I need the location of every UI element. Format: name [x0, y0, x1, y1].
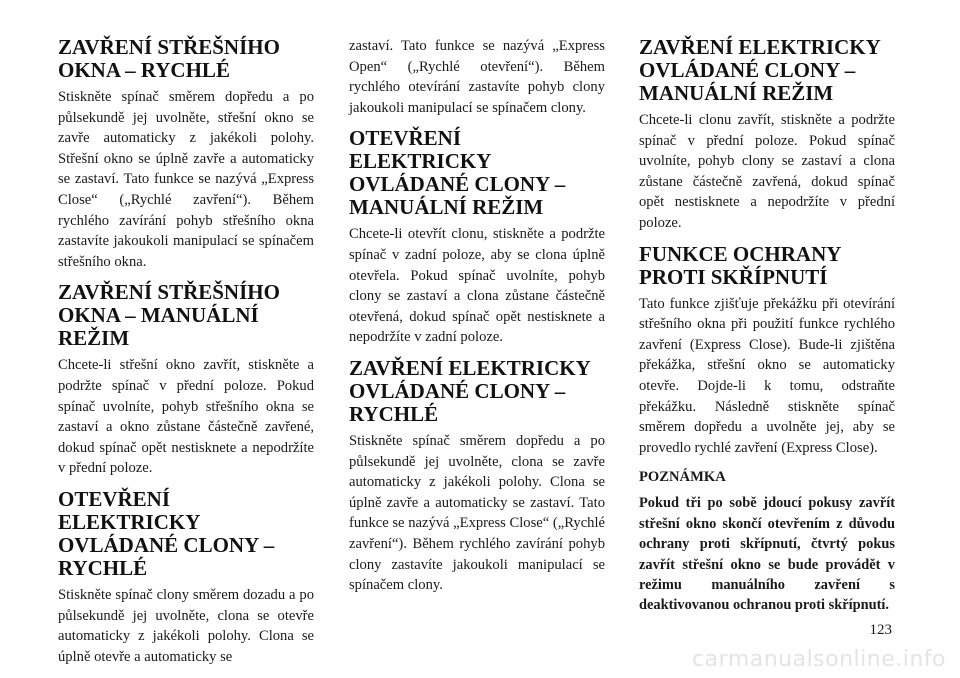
column-1	[58, 36, 314, 676]
section-text: Stiskněte spínač clony směrem dozadu a po půlsekundě jej uvolněte, clona se otevře automaticky z jakékoli polohy. Clona se úplně otevře a automaticky se	[58, 586, 314, 665]
heading-line: ZAVŘENÍ ELEKTRICKY	[349, 355, 591, 380]
heading-line: RYCHLÉ	[349, 401, 439, 426]
heading-line: REŽIM	[58, 326, 130, 351]
section-text: Chcete-li střešní okno zavřít, stiskněte a podržte spínač v přední poloze. Pokud spínač uvolníte, pohyb střešního okna se zastaví a okno zůstane částečně zavřené, dokud spínač opět nestisknete a nepodržíte v přední poloze.	[58, 357, 314, 477]
heading-line: MANUÁLNÍ REŽIM	[349, 195, 544, 220]
section	[58, 281, 314, 479]
section-heading	[58, 488, 314, 580]
section-text: Tato funkce zjišťuje překážku při otevírání střešního okna při použití funkce rychlého zavření (Express Close). Bude-li zjištěna překážka, střešní okno se automaticky otevře. Dojde-li k tomu, odstraňte překážku. Následně stiskněte spínač směrem dopředu a uvolněte jej, aby se provedlo rychlé zavření (Express Close).	[639, 295, 895, 456]
heading-line: ZAVŘENÍ STŘEŠNÍHO	[58, 280, 280, 305]
section-heading	[349, 127, 605, 219]
section	[349, 36, 605, 118]
section-heading	[639, 36, 895, 105]
section	[349, 357, 605, 596]
heading-line: OVLÁDANÉ CLONY –	[58, 532, 275, 557]
section-text: Chcete-li clonu zavřít, stiskněte a podržte spínač v přední poloze. Pokud spínač uvolníte, pohyb clony se zastaví a clona zůstane částečně zavřená, dokud spínač opět nestisknete a nepodržíte v přední poloze.	[639, 112, 895, 231]
section-heading	[349, 357, 605, 426]
section-heading	[639, 243, 895, 289]
section-text: Stiskněte spínač směrem dopředu a po půlsekundě jej uvolněte, střešní okno se zavře automaticky z jakékoli polohy. Střešní okno se úplně zavře a automaticky se zastaví. Tato funkce se nazývá „Express Close“ („Rychlé zavření“). Během rychlého zavírání pohyb střešního okna zastavíte jakoukoli manipulací se spínačem střešního okna.	[58, 89, 314, 270]
heading-line: OVLÁDANÉ CLONY –	[349, 378, 566, 403]
section-text: Chcete-li otevřít clonu, stiskněte a podržte spínač v zadní poloze, aby se clona úplně otevřela. Pokud spínač uvolníte, pohyb clony se zastaví a clona zůstane částečně otevřená, dokud spínač opět nestisknete a nepodržíte v zadní poloze.	[349, 226, 605, 346]
heading-line: MANUÁLNÍ REŽIM	[639, 81, 834, 105]
section	[58, 488, 314, 667]
heading-line: OVLÁDANÉ CLONY –	[349, 172, 566, 197]
heading-line: OVLÁDANÉ CLONY –	[639, 58, 856, 82]
heading-line: PROTI SKŘÍPNUTÍ	[639, 264, 828, 289]
section-text: Stiskněte spínač směrem dopředu a po půlsekundě jej uvolněte, clona se zavře automaticky z jakékoli polohy. Clona se úplně zavře a automaticky se zastaví. Tato funkce se nazývá „Express Close“ („Rychlé zavření“). Během rychlého zavírání pohyb clony zastavíte jakoukoli manipulací se spínačem clony.	[349, 432, 605, 594]
heading-line: ZAVŘENÍ ELEKTRICKY	[639, 35, 881, 59]
heading-line: RYCHLÉ	[58, 555, 148, 580]
heading-line: ZAVŘENÍ STŘEŠNÍHO	[58, 35, 280, 59]
heading-line: FUNKCE OCHRANY	[639, 241, 842, 266]
note-title: POZNÁMKA	[639, 469, 726, 486]
section	[349, 127, 605, 348]
watermark-logo: carmanualsonline.info	[692, 647, 946, 672]
section-heading	[58, 36, 314, 82]
section-text: zastaví. Tato funkce se nazývá „Express Open“ („Rychlé otevření“). Během rychlého otevírání zastavíte pohyb clony jakoukoli manipulací se spínačem clony.	[349, 38, 605, 116]
column-2	[349, 36, 605, 605]
page-number: 123	[869, 622, 892, 638]
heading-line: OKNA – MANUÁLNÍ	[58, 303, 259, 328]
heading-line: OKNA – RYCHLÉ	[58, 58, 230, 82]
section	[639, 36, 895, 234]
section	[58, 36, 314, 272]
heading-line: OTEVŘENÍ ELEKTRICKY	[349, 126, 492, 174]
section	[639, 243, 895, 459]
section-heading	[58, 281, 314, 350]
column-3	[639, 36, 895, 616]
heading-line: OTEVŘENÍ ELEKTRICKY	[58, 486, 201, 534]
note-text: Pokud tři po sobě jdoucí pokusy zavřít střešní okno skončí otevřením z důvodu ochrany proti skřípnutí, čtvrtý pokus zavřít střešní okno se bude provádět v režimu manuálního zavření s deaktivovanou ochranou proti skřípnutí.	[639, 495, 895, 614]
